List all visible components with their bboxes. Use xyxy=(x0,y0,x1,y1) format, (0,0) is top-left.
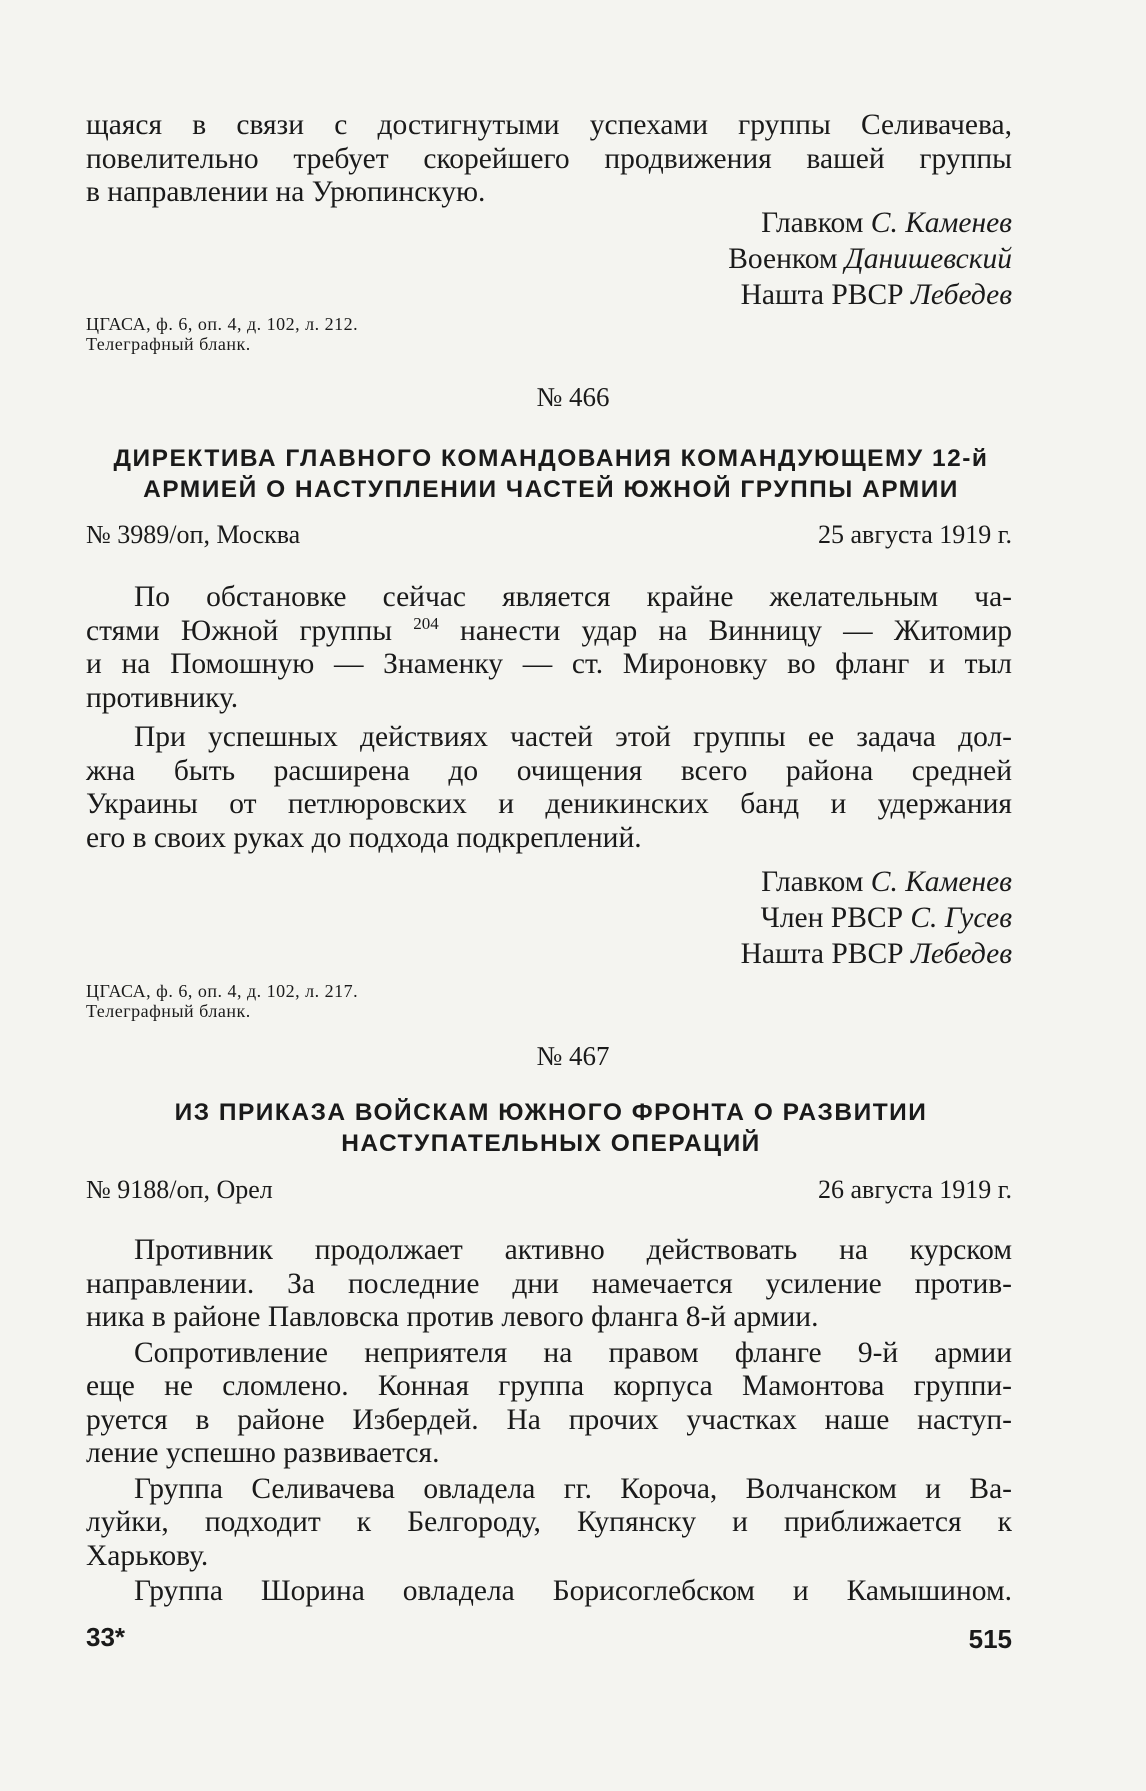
text-line: противнику. xyxy=(86,681,239,714)
text-line: еще не сломлено. Конная группа корпуса Мамонтова группи- xyxy=(86,1370,1012,1402)
signature-line: Главком С. Каменев xyxy=(761,207,1012,239)
text-line: его в своих руках до подхода подкреплений. xyxy=(86,821,642,854)
document-title: ИЗ ПРИКАЗА ВОЙСКАМ ЮЖНОГО ФРОНТА О РАЗВИТИИ НАСТУПАТЕЛЬНЫХ ОПЕРАЦИЙ xyxy=(174,1099,928,1157)
document-ref: № 3989/оп, Москва xyxy=(86,520,301,549)
document-meta xyxy=(86,1175,1012,1205)
text-line: ника в районе Павловска против левого фланга 8-й армии. xyxy=(86,1301,819,1333)
document-ref: № 9188/оп, Орел xyxy=(86,1175,273,1204)
text-line: жна быть расширена до очищения всего района средней xyxy=(86,754,1012,787)
document-number: № 467 xyxy=(536,1041,610,1071)
text-line: ление успешно развивается. xyxy=(86,1437,440,1469)
text-line: Группа Селивачева овладела гг. Короча, Волчанском и Ва- xyxy=(134,1472,1012,1505)
document-date: 25 августа 1919 г. xyxy=(818,520,1012,549)
archive-source: ЦГАСА, ф. 6, оп. 4, д. 102, л. 212. Телеграфный бланк. xyxy=(86,314,359,354)
signature-line: Член РВСР С. Гусев xyxy=(760,902,1012,934)
signature-line: Нашта РВСР Лебедев xyxy=(740,938,1012,970)
text-line: в направлении на Урюпинскую. xyxy=(86,176,486,208)
text-line: Харькову. xyxy=(86,1539,209,1572)
document-meta xyxy=(86,520,1012,550)
signature-block-2 xyxy=(741,864,1012,972)
printer-signature-mark: 33* xyxy=(86,1622,126,1652)
document-title: ДИРЕКТИВА ГЛАВНОГО КОМАНДОВАНИЯ КОМАНДУЮЩЕМУ 12-й АРМИЕЙ О НАСТУПЛЕНИИ ЧАСТЕЙ ЮЖНОЙ ГРУППЫ АРМИИ xyxy=(113,445,989,503)
text-line: При успешных действиях частей этой группы ее задача дол- xyxy=(134,721,1012,753)
signature-block-1 xyxy=(728,205,1012,313)
text-line: луйки, подходит к Белгороду, Купянску и приближается к xyxy=(86,1506,1012,1538)
text-line: и на Помошную — Знаменку — ст. Мироновку во фланг и тыл xyxy=(86,648,1012,680)
text-line: По обстановке сейчас является крайне желательным ча- xyxy=(134,581,1012,613)
text-line: щаяся в связи с достигнутыми успехами группы Селивачева, xyxy=(86,109,1012,141)
signature-line: Нашта РВСР Лебедев xyxy=(740,279,1012,311)
footnote-ref: 204 xyxy=(413,613,439,633)
text-line: Сопротивление неприятеля на правом фланге 9-й армии xyxy=(134,1336,1012,1369)
signature-line: Военком Данишевский xyxy=(728,243,1012,275)
text-line: Противник продолжает активно действовать на курском xyxy=(134,1234,1012,1266)
document-body xyxy=(86,581,1012,855)
text-line: повелительно требует скорейшего продвижения вашей группы xyxy=(86,142,1012,175)
text-line: руется в районе Избердей. На прочих участках наше наступ- xyxy=(86,1403,1012,1436)
text-line: Украины от петлюровских и деникинских банд и удержания xyxy=(86,788,1012,820)
continuation-text xyxy=(86,109,1012,210)
signature-line: Главком С. Каменев xyxy=(761,866,1012,898)
archive-source: ЦГАСА, ф. 6, оп. 4, д. 102, л. 217. Телеграфный бланк. xyxy=(86,981,359,1021)
text-line: направлении. За последние дни намечается усиление против- xyxy=(86,1267,1012,1300)
document-date: 26 августа 1919 г. xyxy=(818,1175,1012,1204)
text-line: Группа Шорина овладела Борисоглебском и Камышином. xyxy=(134,1575,1012,1607)
document-body xyxy=(86,1234,1012,1609)
page-number: 515 xyxy=(968,1624,1012,1654)
text-line: стями Южной группы $^{204}$ нанести удар на Винницу — Житомир xyxy=(86,613,1013,647)
document-number: № 466 xyxy=(536,382,610,412)
